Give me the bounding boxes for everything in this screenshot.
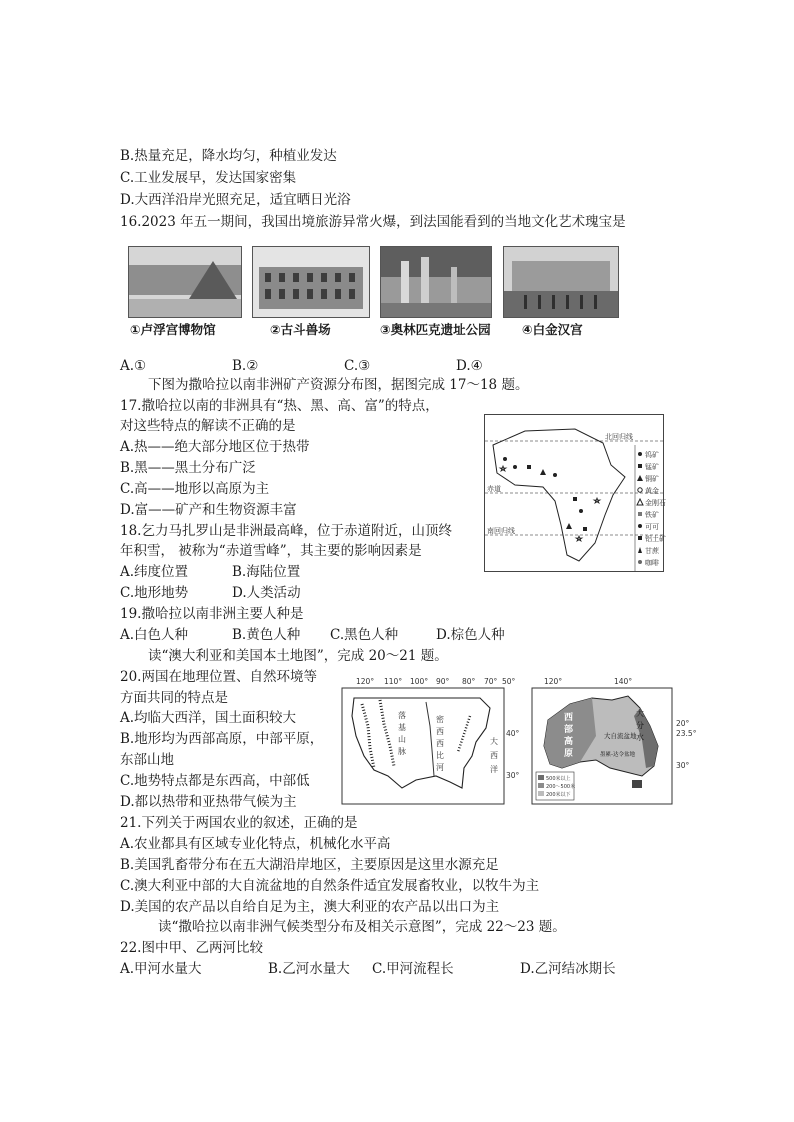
q19-option-a: A.白色人种: [120, 627, 189, 643]
q22-option-b: B.乙河水量大: [268, 961, 350, 977]
australia-map: [530, 676, 697, 806]
aus-label-da: 大: [636, 709, 644, 718]
q15-option-b: B.热量充足，降水均匀，种植业发达: [120, 148, 337, 164]
usa-label-xi-1: 西: [436, 727, 444, 736]
usa-lon-100: 100°: [410, 677, 429, 686]
tropic-of-cancer-label: 北回归线: [605, 433, 633, 441]
usa-lon-80: 80°: [462, 677, 476, 686]
q16-option-b: B.②: [232, 358, 259, 374]
intro-20-21: 读“澳大利亚和美国本土地图”，完成 20～21 题。: [148, 648, 448, 664]
q21-stem: 21.下列关于两国农业的叙述，正确的是: [120, 815, 358, 831]
q20-stem-1: 20.两国在地理位置、自然环境等: [120, 669, 317, 685]
usa-map: [340, 676, 520, 806]
q18-stem-2: 年积雪， 被称为“赤道雪峰”，其主要的影响因素是: [120, 543, 422, 559]
aus-legend-mid: 200～500米: [546, 784, 576, 790]
q21-option-a: A.农业都具有区域专业化特点，机械化水平高: [120, 836, 391, 852]
q15-option-c: C.工业发展早，发达国家密集: [120, 170, 297, 186]
usa-label-mai: 脉: [398, 747, 406, 756]
q17-option-b: B.黑——黑土分布广泛: [120, 460, 256, 476]
q20-option-d: D.都以热带和亚热带气候为主: [120, 794, 297, 810]
usa-label-xi-3: 西: [490, 751, 498, 760]
usa-label-ji: 基: [398, 723, 406, 732]
q20-option-b-2: 东部山地: [120, 752, 174, 768]
q18-option-b: B.海陆位置: [232, 564, 301, 580]
q18-option-a: A.纬度位置: [120, 564, 189, 580]
aus-label-bu: 部: [564, 725, 574, 735]
q16-stem: 16.2023 年五一期间，我国出境旅游异常火爆，到法国能看到的当地文化艺术瑰宝是: [120, 214, 626, 230]
q21-option-c: C.澳大利亚中部的大自流盆地的自然条件适宜发展畜牧业，以牧牛为主: [120, 878, 540, 894]
legend-tungsten: 钨矿: [645, 451, 659, 459]
aus-label-gao: 高: [564, 737, 574, 747]
q19-option-c: C.黑色人种: [330, 627, 399, 643]
legend-bauxite: 铝土矿: [645, 535, 666, 543]
olympia-photo: [380, 246, 492, 318]
aus-label-yuan: 原: [564, 749, 574, 759]
q20-stem-2: 方面共同的特点是: [120, 690, 228, 706]
q17-stem-2: 对这些特点的解读不正确的是: [120, 418, 296, 434]
aus-lat-23-5: 23.5°: [676, 729, 697, 738]
legend-cocoa: 可可: [645, 523, 659, 531]
usa-lon-120: 120°: [356, 677, 375, 686]
q17-option-c: C.高——地形以高原为主: [120, 481, 270, 497]
usa-label-he: 河: [436, 763, 444, 772]
aus-legend-high: 500米以上: [546, 776, 571, 782]
legend-sugarcane: 甘蔗: [645, 547, 659, 555]
q19-option-d: D.棕色人种: [436, 627, 505, 643]
legend-diamond: 金刚石: [645, 499, 666, 507]
louvre-photo: [128, 246, 242, 318]
q19-stem: 19.撒哈拉以南非洲主要人种是: [120, 606, 304, 622]
tropic-of-capricorn-label: 南回归线: [487, 527, 515, 535]
colosseum-photo: [252, 246, 370, 318]
aus-lat-20: 20°: [676, 719, 690, 728]
q20-option-b-1: B.地形均为西部高原，中部平原，: [120, 731, 324, 747]
q22-option-c: C.甲河流程长: [372, 961, 454, 977]
legend-manganese: 锰矿: [645, 463, 659, 471]
intro-22-23: 读“撒哈拉以南非洲气候类型分布及相关示意图”，完成 22～23 题。: [158, 919, 566, 935]
aus-legend-low: 200米以下: [546, 792, 571, 798]
usa-label-luo: 落: [398, 711, 406, 720]
q20-option-c: C.地势特点都是东西高，中部低: [120, 773, 310, 789]
photo-caption-3: ③奥林匹克遗址公园: [380, 322, 491, 337]
usa-label-yang: 洋: [490, 765, 498, 774]
aus-lon-140: 140°: [614, 677, 633, 686]
q22-option-a: A.甲河水量大: [120, 961, 202, 977]
usa-lon-70: 70°: [484, 677, 498, 686]
buckingham-photo: [503, 246, 619, 318]
photo-caption-2: ②古斗兽场: [270, 322, 331, 337]
q20-option-a: A.均临大西洋，国土面积较大: [120, 710, 297, 726]
q17-option-a: A.热——绝大部分地区位于热带: [120, 439, 310, 455]
q21-option-b: B.美国乳畜带分布在五大湖沿岸地区，主要原因是这里水源充足: [120, 857, 499, 873]
q18-option-c: C.地形地势: [120, 585, 189, 601]
q16-option-c: C.③: [344, 358, 371, 374]
usa-lon-90: 90°: [436, 677, 450, 686]
q19-option-b: B.黄色人种: [232, 627, 301, 643]
africa-mineral-map: [484, 414, 664, 572]
legend-coffee: 咖啡: [645, 559, 659, 567]
q17-stem-1: 17.撒哈拉以南的非洲具有“热、黑、高、富”的特点，: [120, 398, 439, 414]
legend-gold: 黄金: [645, 487, 659, 495]
aus-lat-30: 30°: [676, 761, 690, 770]
usa-lon-50: 50°: [502, 677, 516, 686]
usa-lat-40: 40°: [506, 729, 520, 738]
aus-label-xi: 西: [564, 713, 574, 723]
usa-lon-110: 110°: [384, 677, 403, 686]
usa-label-mi: 密: [436, 715, 444, 724]
usa-label-shan: 山: [398, 735, 406, 744]
equator-label: 赤道: [487, 485, 501, 493]
usa-label-bi: 比: [436, 751, 444, 760]
q15-option-d: D.大西洋沿岸光照充足，适宜晒日光浴: [120, 192, 351, 208]
legend-iron: 铁矿: [645, 511, 659, 519]
q21-option-d: D.美国的农产品以自给自足为主，澳大利亚的农产品以出口为主: [120, 899, 500, 915]
usa-label-da: 大: [490, 737, 498, 746]
aus-label-fen: 分: [636, 721, 644, 730]
aus-label-great-artesian: 大自流盆地: [604, 732, 637, 740]
q22-option-d: D.乙河结冰期长: [520, 961, 616, 977]
q17-option-d: D.富——矿产和生物资源丰富: [120, 502, 297, 518]
aus-label-shui: 水: [636, 733, 644, 742]
aus-label-murray-darling: 墨累-达令盆地: [600, 752, 635, 758]
intro-17-18: 下图为撒哈拉以南非洲矿产资源分布图，据图完成 17～18 题。: [148, 377, 529, 393]
q16-option-a: A.①: [120, 358, 147, 374]
aus-lon-120: 120°: [544, 677, 563, 686]
q22-stem: 22.图中甲、乙两河比较: [120, 940, 263, 956]
usa-lat-30: 30°: [506, 771, 520, 780]
photo-caption-1: ①卢浮宫博物馆: [130, 322, 216, 337]
q16-option-d: D.④: [456, 358, 483, 374]
q18-option-d: D.人类活动: [232, 585, 301, 601]
usa-label-xi-2: 西: [436, 739, 444, 748]
photo-caption-4: ④白金汉宫: [522, 322, 583, 337]
legend-copper: 铜矿: [645, 475, 659, 483]
q18-stem-1: 18.乞力马扎罗山是非洲最高峰，位于赤道附近，山顶终: [120, 523, 452, 539]
